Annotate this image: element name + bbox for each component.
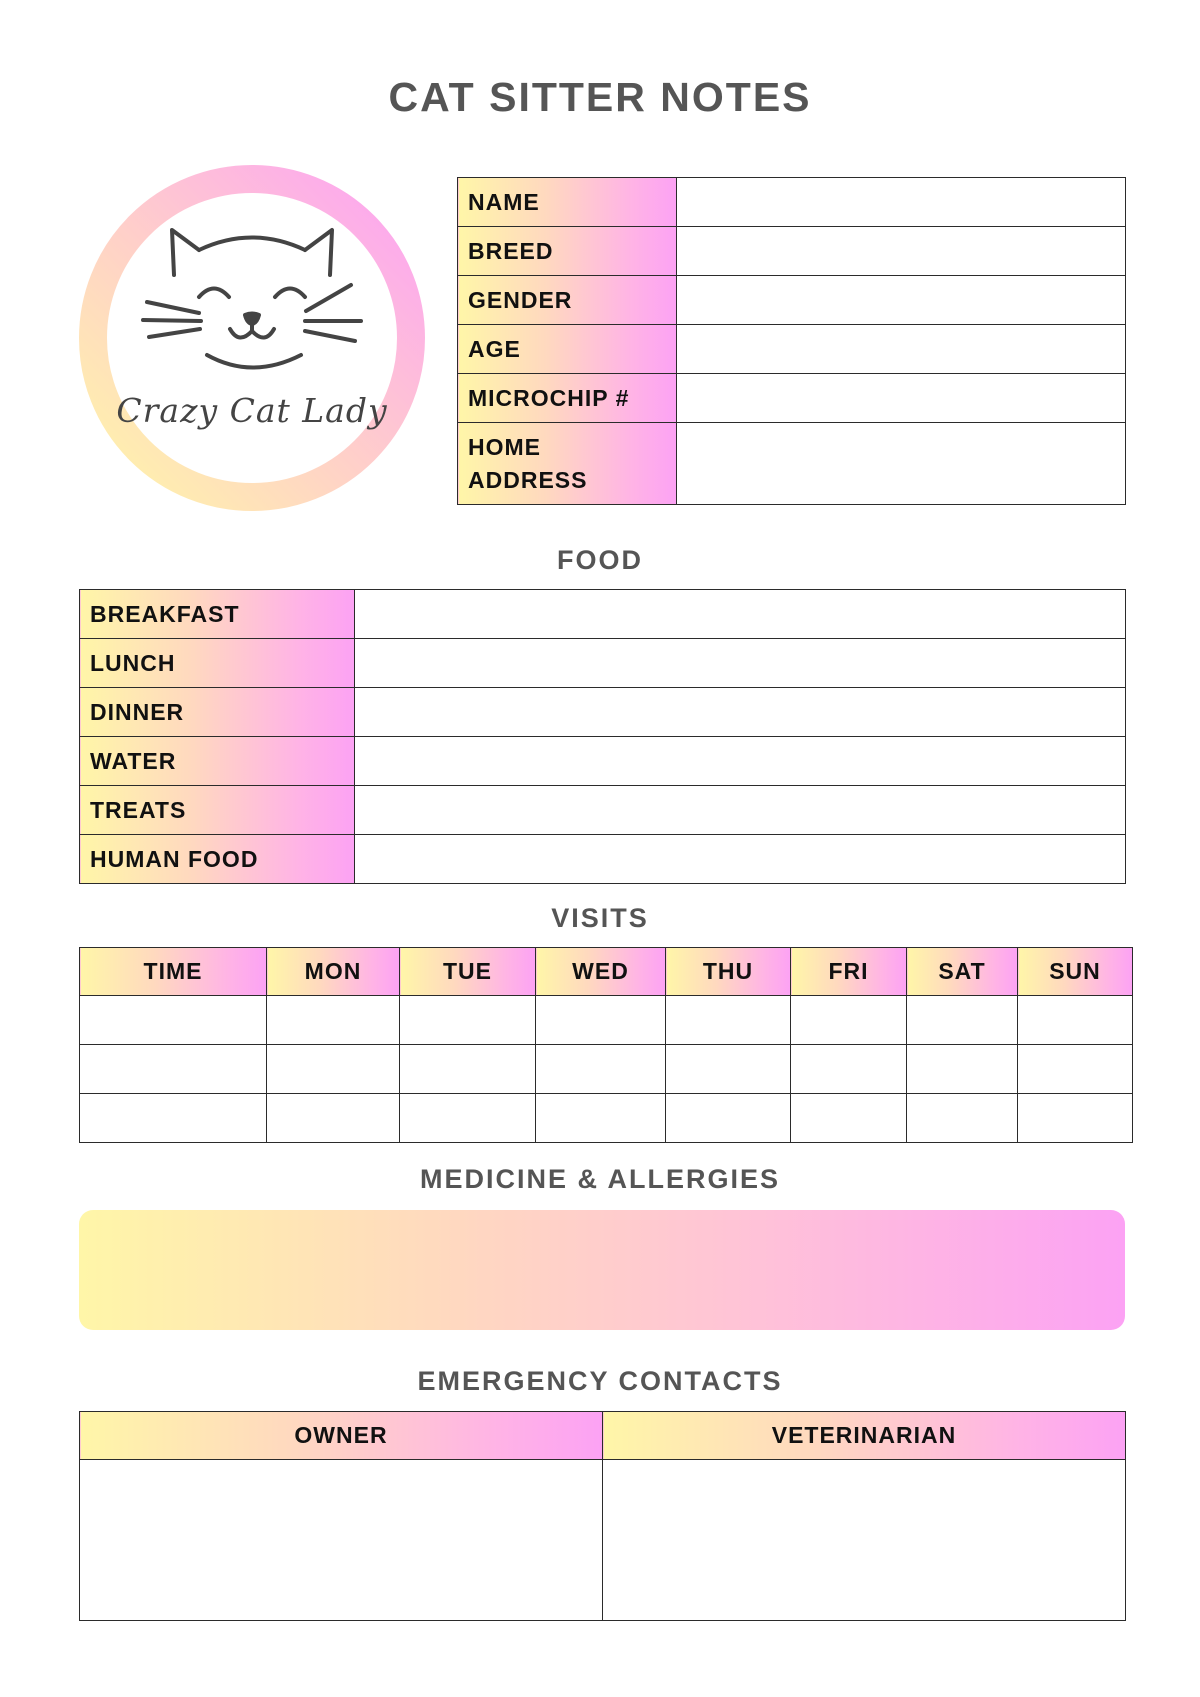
profile-row-gender (458, 276, 1126, 325)
profile-row-age (458, 325, 1126, 374)
visits-header-wed: WED (536, 948, 666, 996)
profile-row-microchip (458, 374, 1126, 423)
visit-cell[interactable] (1018, 1045, 1133, 1094)
breed-field[interactable] (677, 227, 1126, 276)
logo-text: Crazy Cat Lady (116, 391, 388, 430)
food-row (80, 835, 1126, 884)
emergency-values-row (80, 1460, 1126, 1621)
visits-header-tue: TUE (400, 948, 536, 996)
visit-cell[interactable] (267, 996, 400, 1045)
visits-row (80, 1045, 1133, 1094)
visit-cell[interactable] (267, 1094, 400, 1143)
profile-label: NAME (458, 178, 677, 227)
visit-cell[interactable] (536, 996, 666, 1045)
dinner-field[interactable] (355, 688, 1126, 737)
food-row (80, 639, 1126, 688)
food-row (80, 688, 1126, 737)
visit-cell[interactable] (80, 1045, 267, 1094)
food-label: BREAKFAST (80, 590, 355, 639)
home-address-label: HOME ADDRESS (468, 433, 588, 493)
visits-header-mon: MON (267, 948, 400, 996)
visits-header-sat: SAT (907, 948, 1018, 996)
visit-cell[interactable] (666, 1045, 791, 1094)
visit-cell[interactable] (400, 1045, 536, 1094)
age-field[interactable] (677, 325, 1126, 374)
profile-row-home-address (458, 423, 1126, 505)
visit-cell[interactable] (666, 996, 791, 1045)
logo-ring (79, 165, 425, 511)
visit-cell[interactable] (536, 1094, 666, 1143)
profile-label: AGE (458, 325, 677, 374)
visits-row (80, 996, 1133, 1045)
food-label: HUMAN FOOD (80, 835, 355, 884)
visit-cell[interactable] (791, 1045, 907, 1094)
profile-row-name (458, 178, 1126, 227)
visit-cell[interactable] (1018, 996, 1133, 1045)
gender-field[interactable] (677, 276, 1126, 325)
visit-cell[interactable] (907, 996, 1018, 1045)
food-row (80, 590, 1126, 639)
emergency-header-row (80, 1412, 1126, 1460)
visit-cell[interactable] (907, 1094, 1018, 1143)
medicine-allergies-field[interactable] (79, 1210, 1125, 1330)
smiling-cat-face-icon (143, 230, 361, 368)
visits-header-time: TIME (80, 948, 267, 996)
microchip-field[interactable] (677, 374, 1126, 423)
visits-table (79, 947, 1133, 1143)
emergency-title: EMERGENCY CONTACTS (417, 1366, 783, 1396)
profile-label: MICROCHIP # (458, 374, 677, 423)
breakfast-field[interactable] (355, 590, 1126, 639)
visits-row (80, 1094, 1133, 1143)
food-title: FOOD (557, 545, 643, 575)
food-row (80, 786, 1126, 835)
visit-cell[interactable] (1018, 1094, 1133, 1143)
veterinarian-header: VETERINARIAN (603, 1412, 1126, 1460)
visit-cell[interactable] (791, 996, 907, 1045)
visit-cell[interactable] (267, 1045, 400, 1094)
page-title: CAT SITTER NOTES (388, 74, 812, 120)
visits-header-fri: FRI (791, 948, 907, 996)
visit-cell[interactable] (666, 1094, 791, 1143)
crazy-cat-lady-logo (79, 165, 425, 511)
food-label: LUNCH (80, 639, 355, 688)
visit-cell[interactable] (536, 1045, 666, 1094)
food-row (80, 737, 1126, 786)
visit-cell[interactable] (907, 1045, 1018, 1094)
food-label: DINNER (80, 688, 355, 737)
owner-header: OWNER (80, 1412, 603, 1460)
home-address-field[interactable] (677, 423, 1126, 505)
name-field[interactable] (677, 178, 1126, 227)
water-field[interactable] (355, 737, 1126, 786)
lunch-field[interactable] (355, 639, 1126, 688)
treats-field[interactable] (355, 786, 1126, 835)
food-label: TREATS (80, 786, 355, 835)
visits-title: VISITS (551, 903, 649, 933)
medicine-title: MEDICINE & ALLERGIES (419, 1164, 781, 1194)
visit-cell[interactable] (80, 1094, 267, 1143)
emergency-contacts-table (79, 1411, 1126, 1621)
human-food-field[interactable] (355, 835, 1126, 884)
visit-cell[interactable] (400, 1094, 536, 1143)
visits-header-row (80, 948, 1133, 996)
profile-label (458, 423, 677, 505)
visit-cell[interactable] (791, 1094, 907, 1143)
visit-cell[interactable] (400, 996, 536, 1045)
profile-row-breed (458, 227, 1126, 276)
profile-label: BREED (458, 227, 677, 276)
visit-cell[interactable] (80, 996, 267, 1045)
pet-profile-table (457, 177, 1126, 505)
profile-label: GENDER (458, 276, 677, 325)
veterinarian-contact-field[interactable] (603, 1460, 1126, 1621)
food-label: WATER (80, 737, 355, 786)
visits-header-thu: THU (666, 948, 791, 996)
food-table (79, 589, 1126, 884)
visits-header-sun: SUN (1018, 948, 1133, 996)
owner-contact-field[interactable] (80, 1460, 603, 1621)
